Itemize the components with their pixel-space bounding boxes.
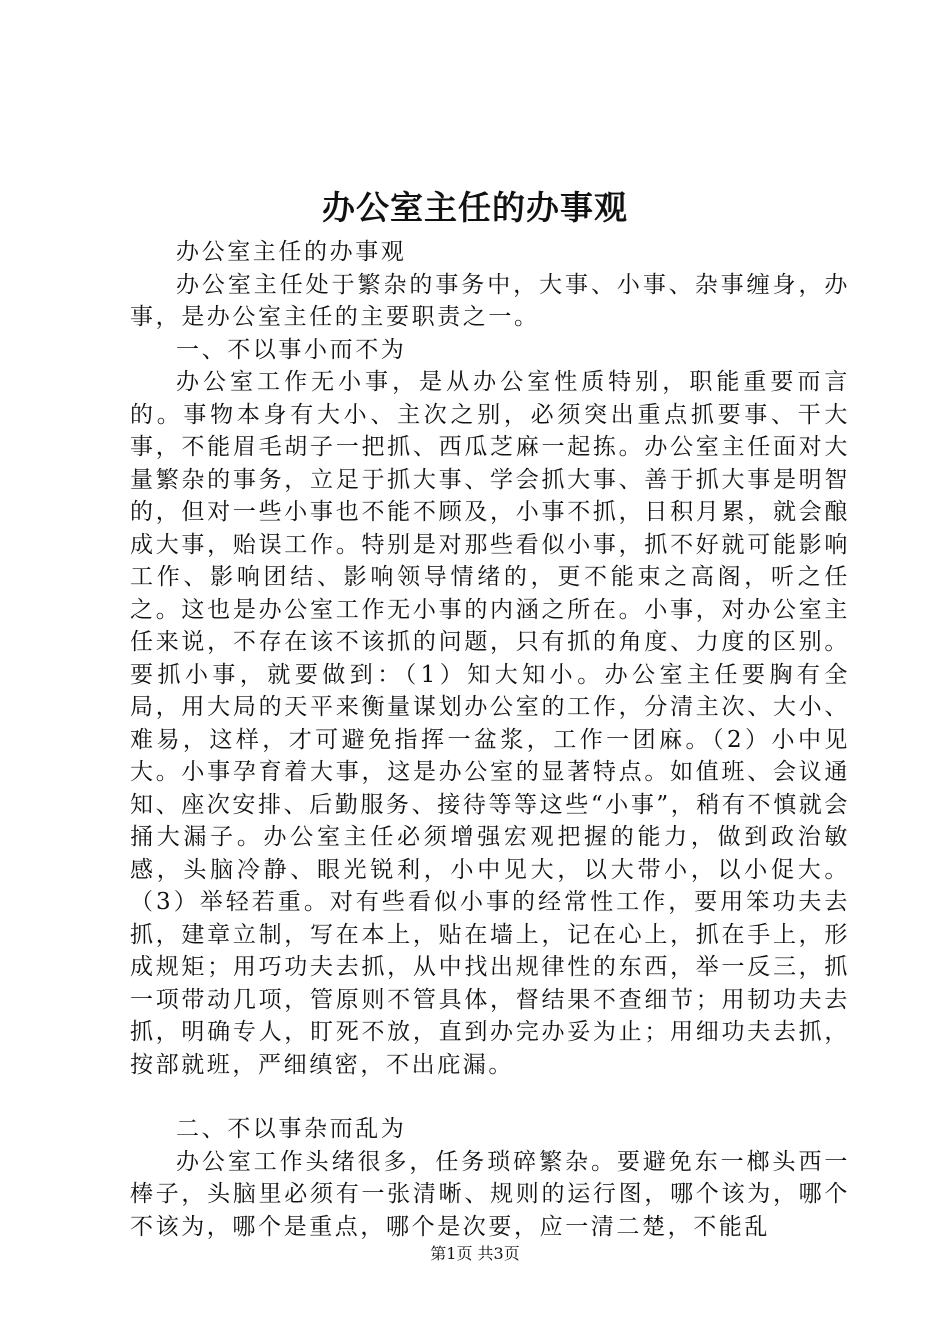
paragraph-intro: 办公室主任处于繁杂的事务中，大事、小事、杂事缠身，办事，是办公室主任的主要职责之一。 <box>130 271 850 330</box>
paragraph-section-1: 办公室工作无小事，是从办公室性质特别，职能重要而言的。事物本身有大小、主次之别，必须突出重点抓要事、干大事，不能眉毛胡子一把抓、西瓜芝麻一起拣。办公室主任面对大量繁杂的事务，立足于抓大事、学会抓大事、善于抓大事是明智的，但对一些小事也不能不顾及，小事不抓，日积月累，就会酿成大事，贻误工作。特别是对那些看似小事，抓不好就可能影响工作、影响团结、影响领导情绪的，更不能束之高阁，听之任之。这也是办公室工作无小事的内涵之所在。小事，对办公室主任来说，不存在该不该抓的问题，只有抓的角度、力度的区别。要抓小事，就要做到：（1）知大知小。办公室主任要胸有全局，用大局的天平来衡量谋划办公室的工作，分清主次、大小、难易，这样，才可避免指挥一盆浆，工作一团麻。（2）小中见大。小事孕育着大事，这是办公室的显著特点。如值班、会议通知、座次安排、后勤服务、接待等等这些“小事”，稍有不慎就会捅大漏子。办公室主任必须增强宏观把握的能力，做到政治敏感，头脑冷静、眼光锐利，小中见大，以大带小，以小促大。（3）举轻若重。对有些看似小事的经常性工作，要用笨功夫去抓，建章立制，写在本上，贴在墙上，记在心上，抓在手上，形成规矩；用巧功夫去抓，从中找出规律性的东西，举一反三，抓一项带动几项，管原则不管具体，督结果不查细节；用韧功夫去抓，明确专人，盯死不放，直到办完办妥为止；用细功夫去抓，按部就班，严细缜密，不出庇漏。 <box>130 369 850 1078</box>
document-title: 办公室主任的办事观 <box>322 188 628 227</box>
page-footer: 第1页 共3页 <box>430 1244 520 1263</box>
paragraph-gap <box>130 1081 850 1113</box>
document-body <box>130 236 850 1243</box>
section-heading-2: 二、不以事杂而乱为 <box>176 1116 407 1142</box>
paragraph-section-2: 办公室工作头绪很多，任务琐碎繁杂。要避免东一榔头西一棒子，头脑里必须有一张清晰、规则的运行图，哪个该为，哪个不该为，哪个是重点，哪个是次要，应一清二楚，不能乱 <box>130 1148 850 1240</box>
section-heading-1: 一、不以事小而不为 <box>176 336 407 363</box>
paragraph-subtitle: 办公室主任的办事观 <box>176 239 407 265</box>
